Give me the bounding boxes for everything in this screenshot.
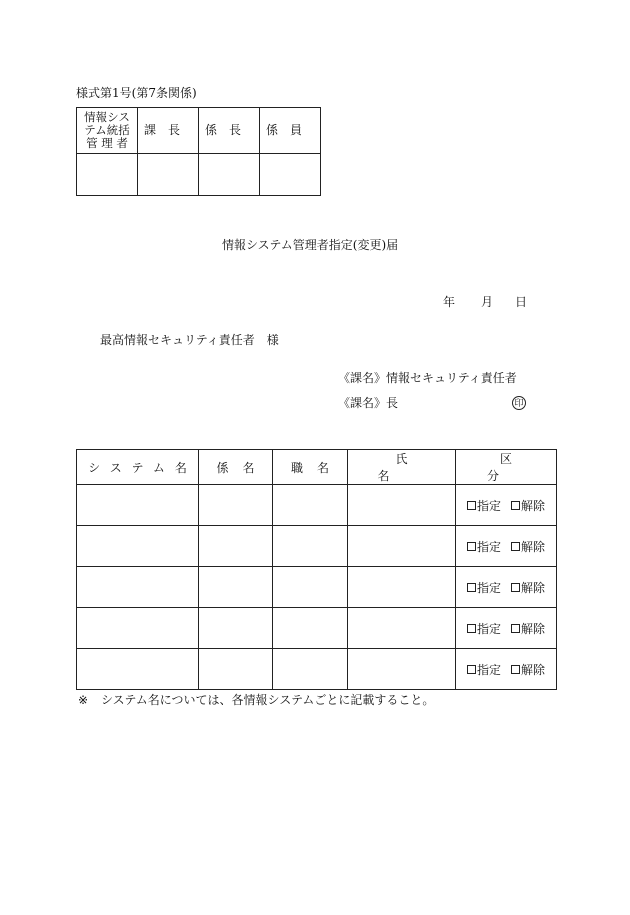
date-year-label: 年	[443, 295, 456, 309]
date-day-label: 日	[515, 295, 528, 309]
approval-header-subsection-chief: 係長	[199, 108, 260, 154]
header-section-name: 係名	[199, 450, 273, 485]
approval-stamp-cell[interactable]	[260, 154, 321, 196]
table-row	[77, 526, 557, 567]
release-checkbox[interactable]: 解除	[511, 538, 545, 555]
category-cell	[456, 526, 557, 567]
table-row	[77, 567, 557, 608]
position-cell[interactable]	[273, 526, 348, 567]
table-row	[77, 485, 557, 526]
full-name-cell[interactable]	[348, 485, 456, 526]
category-cell	[456, 485, 557, 526]
checkbox-icon	[511, 624, 520, 633]
system-name-cell[interactable]	[77, 526, 199, 567]
approval-header-section-chief: 課長	[138, 108, 199, 154]
release-checkbox[interactable]: 解除	[511, 661, 545, 678]
note-mark: ※	[78, 693, 89, 707]
release-checkbox[interactable]: 解除	[511, 497, 545, 514]
header-category: 区分	[456, 450, 557, 485]
approval-table	[76, 107, 321, 196]
header-system-name: システム名	[77, 450, 199, 485]
system-name-cell[interactable]	[77, 485, 199, 526]
checkbox-icon	[467, 583, 476, 592]
note-text: システム名については、各情報システムごとに記載すること。	[101, 693, 435, 707]
release-checkbox[interactable]: 解除	[511, 579, 545, 596]
checkbox-icon	[511, 542, 520, 551]
system-name-cell[interactable]	[77, 649, 199, 690]
designate-checkbox[interactable]: 指定	[467, 661, 501, 678]
position-cell[interactable]	[273, 649, 348, 690]
approval-header-manager: 情報シス テム統括 管 理 者	[77, 108, 138, 154]
approval-header-staff: 係員	[260, 108, 321, 154]
section-name-cell[interactable]	[199, 608, 273, 649]
designate-checkbox[interactable]: 指定	[467, 620, 501, 637]
release-checkbox[interactable]: 解除	[511, 620, 545, 637]
checkbox-icon	[467, 665, 476, 674]
full-name-cell[interactable]	[348, 567, 456, 608]
approval-stamp-cell[interactable]	[199, 154, 260, 196]
document-title: 情報システム管理者指定(変更)届	[222, 238, 399, 252]
checkbox-icon	[467, 501, 476, 510]
designate-checkbox[interactable]: 指定	[467, 579, 501, 596]
section-name-cell[interactable]	[199, 649, 273, 690]
section-name-cell[interactable]	[199, 567, 273, 608]
addressee: 最高情報セキュリティ責任者 様	[100, 333, 279, 347]
checkbox-icon	[467, 624, 476, 633]
header-position: 職名	[273, 450, 348, 485]
system-name-cell[interactable]	[77, 608, 199, 649]
sender-line-1: 《課名》情報セキュリティ責任者	[338, 371, 517, 385]
section-name-cell[interactable]	[199, 485, 273, 526]
category-cell	[456, 649, 557, 690]
table-row	[77, 608, 557, 649]
checkbox-icon	[511, 665, 520, 674]
sender-line-2: 《課名》長	[338, 396, 399, 410]
category-cell	[456, 608, 557, 649]
header-full-name: 氏名	[348, 450, 456, 485]
position-cell[interactable]	[273, 567, 348, 608]
section-name-cell[interactable]	[199, 526, 273, 567]
category-cell	[456, 567, 557, 608]
designate-checkbox[interactable]: 指定	[467, 497, 501, 514]
approval-stamp-cell[interactable]	[138, 154, 199, 196]
approval-stamp-cell[interactable]	[77, 154, 138, 196]
checkbox-icon	[511, 501, 520, 510]
checkbox-icon	[467, 542, 476, 551]
system-manager-table	[76, 449, 557, 690]
table-row	[77, 649, 557, 690]
position-cell[interactable]	[273, 608, 348, 649]
full-name-cell[interactable]	[348, 526, 456, 567]
full-name-cell[interactable]	[348, 608, 456, 649]
date-month-label: 月	[481, 295, 494, 309]
form-number: 様式第1号(第7条関係)	[76, 86, 197, 100]
position-cell[interactable]	[273, 485, 348, 526]
seal-mark: 印	[512, 396, 526, 410]
full-name-cell[interactable]	[348, 649, 456, 690]
designate-checkbox[interactable]: 指定	[467, 538, 501, 555]
checkbox-icon	[511, 583, 520, 592]
system-name-cell[interactable]	[77, 567, 199, 608]
